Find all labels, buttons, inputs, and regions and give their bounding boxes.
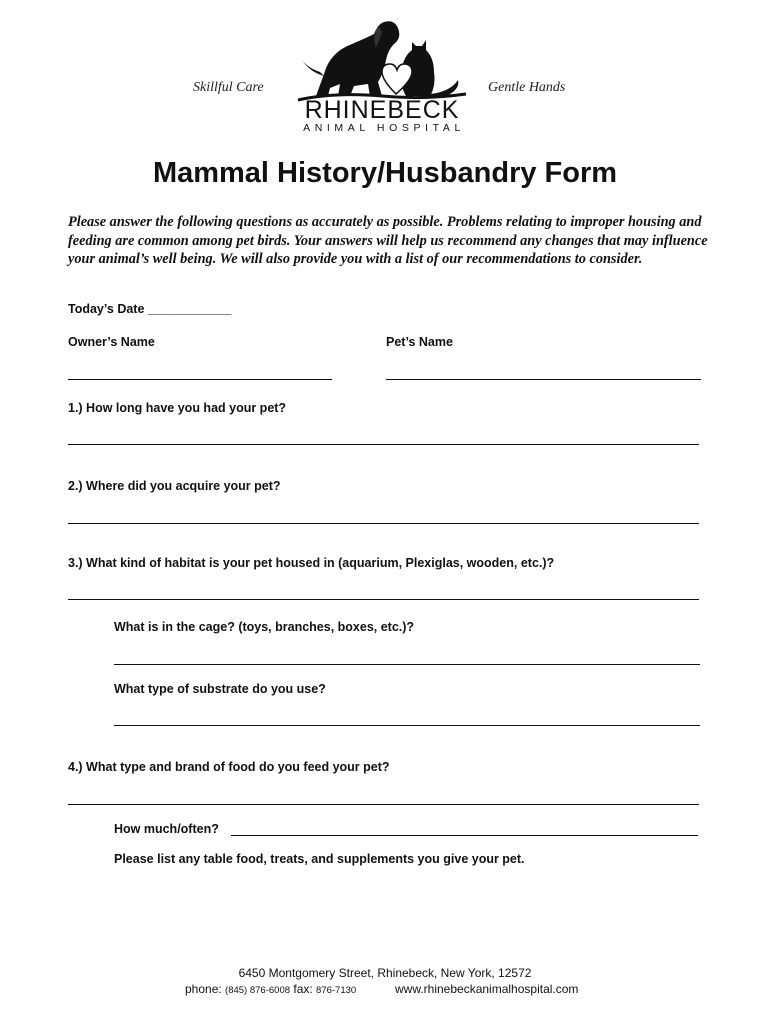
fax-number: 876-7130: [316, 985, 357, 996]
question-4: 4.) What type and brand of food do you feed your pet?: [68, 760, 390, 774]
website-link[interactable]: www.rhinebeckanimalhospital.com: [395, 982, 579, 996]
question-4b: Please list any table food, treats, and supplements you give your pet.: [114, 852, 525, 866]
form-title: Mammal History/Husbandry Form: [152, 157, 618, 189]
question-4a: How much/often?: [114, 822, 219, 836]
answer-3a-field[interactable]: [114, 664, 700, 665]
answer-4a-field[interactable]: [231, 835, 698, 836]
fax-label: fax:: [293, 982, 313, 996]
answer-3b-field[interactable]: [114, 725, 700, 726]
tagline-left: Skillful Care: [193, 80, 264, 95]
question-3: 3.) What kind of habitat is your pet housed in (aquarium, Plexiglas, wooden, etc.)?: [68, 556, 555, 570]
footer-address: 6450 Montgomery Street, Rhinebeck, New York, 12572: [238, 966, 532, 980]
question-1: 1.) How long have you had your pet?: [68, 401, 287, 415]
question-3a: What is in the cage? (toys, branches, boxes, etc.)?: [114, 620, 415, 634]
pet-name-field[interactable]: [386, 379, 701, 380]
owner-name-label: Owner’s Name: [68, 335, 155, 349]
footer-contact: [185, 982, 356, 996]
phone-number: (845) 876-6008: [225, 985, 291, 996]
answer-3-field[interactable]: [68, 599, 699, 600]
tagline-right: Gentle Hands: [488, 80, 566, 95]
intro-paragraph: Please answer the following questions as accurately as possible. Problems relating to improper housing and feeding are common among pet birds. Your answers will help us recommend any changes that may influence your animal’s well being. We will also provide you with a list of our recommendations to consider.: [68, 214, 708, 267]
answer-2-field[interactable]: [68, 523, 699, 524]
question-3b: What type of substrate do you use?: [114, 682, 326, 696]
brand-subtitle: ANIMAL HOSPITAL: [303, 122, 465, 134]
todays-date-field[interactable]: Today’s Date ____________: [68, 302, 232, 316]
pet-name-label: Pet’s Name: [386, 335, 453, 349]
answer-4-field[interactable]: [68, 804, 699, 805]
brand-name: RHINEBECK: [304, 96, 460, 124]
phone-label: phone:: [185, 982, 222, 996]
question-2: 2.) Where did you acquire your pet?: [68, 479, 281, 493]
owner-name-field[interactable]: [68, 379, 332, 380]
answer-1-field[interactable]: [68, 444, 699, 445]
dog-cat-heart-logo-icon: [294, 16, 470, 102]
